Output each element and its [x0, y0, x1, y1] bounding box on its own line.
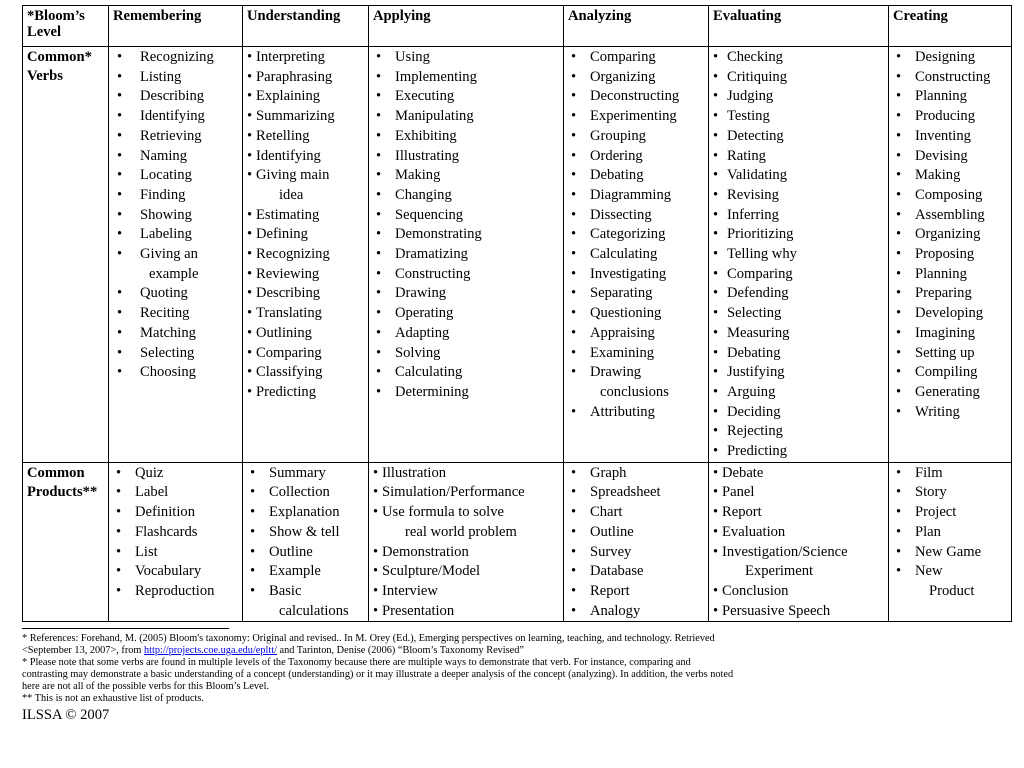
- footnote-verbs-note-line1: * Please note that some verbs are found in multiple levels of the Taxonomy because there are multiple ways to demonstrate that verb. For instance, comparing and: [22, 657, 691, 669]
- list-item: • Revising: [713, 186, 885, 206]
- list-item: • Dissecting: [568, 206, 705, 226]
- footnote-reference-second: and Tarinton, Denise (2006) “Bloom’s Taxonomy Revised”: [276, 645, 524, 657]
- list-item: • Attributing: [568, 403, 705, 423]
- list-item: • Generating: [893, 383, 1008, 403]
- list-item: • List: [113, 543, 239, 563]
- footnote-reference-line1: * References: Forehand, M. (2005) Bloom's taxonomy: Original and revised.. In M. Orey (Ed.), Emerging perspectives on learning, teaching, and technology. Retrieved: [22, 633, 715, 644]
- list-item: • Matching: [113, 324, 239, 344]
- list-item: • Making: [373, 166, 560, 186]
- verbs-understanding-cell: [243, 47, 369, 463]
- list-item: • Using: [373, 48, 560, 68]
- footnote-reference-line2: [22, 645, 1011, 657]
- list-item: • Dramatizing: [373, 245, 560, 265]
- list-item: • Inferring: [713, 206, 885, 226]
- list-item: • Describing: [113, 87, 239, 107]
- list-item: • Judging: [713, 87, 885, 107]
- verbs-row: [23, 47, 1012, 463]
- list-item: • Interpreting: [247, 48, 365, 68]
- list-item: • Explanation: [247, 503, 365, 523]
- header-understanding: Understanding: [243, 6, 369, 47]
- list-item: • Paraphrasing: [247, 68, 365, 88]
- list-item: • Prioritizing: [713, 225, 885, 245]
- list-item-continuation: example: [149, 265, 199, 282]
- list-item: • Separating: [568, 284, 705, 304]
- list-item: • Examining: [568, 344, 705, 364]
- list-item: • Basic: [247, 582, 365, 602]
- list-item: • Implementing: [373, 68, 560, 88]
- header-level: *Bloom’s Level: [23, 6, 109, 47]
- list-item-continuation: Experiment: [745, 563, 814, 580]
- header-creating: Creating: [889, 6, 1012, 47]
- list-item: • Justifying: [713, 363, 885, 383]
- list-item: • Operating: [373, 304, 560, 324]
- products-row-label: Common Products**: [23, 462, 109, 622]
- list-item: • Graph: [568, 464, 705, 484]
- header-applying: Applying: [369, 6, 564, 47]
- list-item: • Drawing: [568, 363, 705, 383]
- list-item: • Rejecting: [713, 422, 885, 442]
- list-item: • Vocabulary: [113, 562, 239, 582]
- list-item: • Telling why: [713, 245, 885, 265]
- verbs-evaluating-cell: [709, 47, 889, 463]
- list-item: • Conclusion: [713, 582, 885, 602]
- list-item: • Defending: [713, 284, 885, 304]
- list-item: • Exhibiting: [373, 127, 560, 147]
- list-item: • Detecting: [713, 127, 885, 147]
- list-item: • Sequencing: [373, 206, 560, 226]
- list-item: • Determining: [373, 383, 560, 403]
- products-remembering-cell: [109, 462, 243, 622]
- verbs-analyzing-cell: [564, 47, 709, 463]
- verbs-creating-cell: [889, 47, 1012, 463]
- list-item: • Defining: [247, 225, 365, 245]
- list-item: • Manipulating: [373, 107, 560, 127]
- list-item: • Giving main: [247, 166, 365, 186]
- list-item: • Predicting: [713, 442, 885, 462]
- reference-link[interactable]: http://projects.coe.uga.edu/epltt/: [144, 645, 277, 657]
- list-item: • Quoting: [113, 284, 239, 304]
- list-item: • Grouping: [568, 127, 705, 147]
- list-item: • Debating: [568, 166, 705, 186]
- list-item: • Choosing: [113, 363, 239, 383]
- header-remembering: Remembering: [109, 6, 243, 47]
- list-item: • Debating: [713, 344, 885, 364]
- list-item: • Report: [713, 503, 885, 523]
- list-item: • Drawing: [373, 284, 560, 304]
- list-item: • Classifying: [247, 363, 365, 383]
- verbs-applying-cell: [369, 47, 564, 463]
- list-item: • Retelling: [247, 127, 365, 147]
- list-item: • Translating: [247, 304, 365, 324]
- list-item: • Setting up: [893, 344, 1008, 364]
- header-evaluating: Evaluating: [709, 6, 889, 47]
- footnote-reference-date: <September 13, 2007>, from: [22, 645, 144, 657]
- list-item: • Project: [893, 503, 1008, 523]
- list-item: • Finding: [113, 186, 239, 206]
- list-item: • Composing: [893, 186, 1008, 206]
- products-analyzing-cell: [564, 462, 709, 622]
- products-evaluating-cell: [709, 462, 889, 622]
- footnotes: [22, 628, 1011, 723]
- list-item: • Selecting: [113, 344, 239, 364]
- header-analyzing: Analyzing: [564, 6, 709, 47]
- list-item-continuation: Product: [929, 582, 975, 599]
- list-item: • Measuring: [713, 324, 885, 344]
- list-item: • Calculating: [373, 363, 560, 383]
- list-item: • Experimenting: [568, 107, 705, 127]
- list-item: • Testing: [713, 107, 885, 127]
- list-item: • Analogy: [568, 602, 705, 622]
- list-item: • Listing: [113, 68, 239, 88]
- list-item: • Constructing: [893, 68, 1008, 88]
- list-item: • Validating: [713, 166, 885, 186]
- list-item: • Story: [893, 483, 1008, 503]
- list-item: • Investigating: [568, 265, 705, 285]
- header-row: [23, 6, 1012, 47]
- list-item-continuation: idea: [279, 186, 304, 203]
- list-item: • Showing: [113, 206, 239, 226]
- list-item: • Producing: [893, 107, 1008, 127]
- list-item: • Adapting: [373, 324, 560, 344]
- list-item: • Giving an: [113, 245, 239, 265]
- list-item: • Illustrating: [373, 147, 560, 167]
- list-item: • Predicting: [247, 383, 365, 403]
- list-item: • Describing: [247, 284, 365, 304]
- list-item: • Organizing: [893, 225, 1008, 245]
- blooms-taxonomy-table: [22, 5, 1012, 622]
- list-item: • Label: [113, 483, 239, 503]
- list-item: • Reciting: [113, 304, 239, 324]
- list-item: • Demonstrating: [373, 225, 560, 245]
- list-item: • Use formula to solve: [373, 503, 560, 523]
- products-applying-cell: [369, 462, 564, 622]
- list-item: • Rating: [713, 147, 885, 167]
- list-item: • Persuasive Speech: [713, 602, 885, 622]
- list-item: • Devising: [893, 147, 1008, 167]
- list-item: • Compiling: [893, 363, 1008, 383]
- list-item: • Estimating: [247, 206, 365, 226]
- list-item: • Reviewing: [247, 265, 365, 285]
- list-item: • Identifying: [247, 147, 365, 167]
- list-item: • Ordering: [568, 147, 705, 167]
- list-item: • Critiquing: [713, 68, 885, 88]
- list-item: • Diagramming: [568, 186, 705, 206]
- list-item: • Organizing: [568, 68, 705, 88]
- products-row: [23, 462, 1012, 622]
- verbs-row-label: Common* Verbs: [23, 47, 109, 463]
- list-item: • Selecting: [713, 304, 885, 324]
- list-item: • Outline: [247, 543, 365, 563]
- list-item: • Questioning: [568, 304, 705, 324]
- list-item: • Assembling: [893, 206, 1008, 226]
- list-item: • Chart: [568, 503, 705, 523]
- footnote-products-note: ** This is not an exhaustive list of products.: [22, 693, 204, 705]
- list-item: • Outlining: [247, 324, 365, 344]
- list-item: • Explaining: [247, 87, 365, 107]
- list-item: • Categorizing: [568, 225, 705, 245]
- products-creating-cell: [889, 462, 1012, 622]
- list-item: • Deciding: [713, 403, 885, 423]
- list-item: • Comparing: [713, 265, 885, 285]
- list-item: • Interview: [373, 582, 560, 602]
- list-item-continuation: calculations: [279, 602, 349, 619]
- list-item: • Arguing: [713, 383, 885, 403]
- list-item: • Panel: [713, 483, 885, 503]
- list-item: • Inventing: [893, 127, 1008, 147]
- list-item: • Identifying: [113, 107, 239, 127]
- list-item: • Collection: [247, 483, 365, 503]
- list-item: • Outline: [568, 523, 705, 543]
- list-item-continuation: real world problem: [405, 523, 517, 540]
- list-item: • Labeling: [113, 225, 239, 245]
- list-item: • Comparing: [247, 344, 365, 364]
- list-item: • Proposing: [893, 245, 1008, 265]
- list-item: • Evaluation: [713, 523, 885, 543]
- list-item: • Flashcards: [113, 523, 239, 543]
- list-item: • Reproduction: [113, 582, 239, 602]
- list-item: • Naming: [113, 147, 239, 167]
- list-item: • Survey: [568, 543, 705, 563]
- list-item: • Show & tell: [247, 523, 365, 543]
- products-understanding-cell: [243, 462, 369, 622]
- list-item: • Deconstructing: [568, 87, 705, 107]
- footnote-verbs-note-line3: here are not all of the possible verbs for this Bloom’s Level.: [22, 681, 270, 693]
- list-item: • Demonstration: [373, 543, 560, 563]
- list-item: • Developing: [893, 304, 1008, 324]
- list-item: • Example: [247, 562, 365, 582]
- list-item: • Debate: [713, 464, 885, 484]
- list-item: • Checking: [713, 48, 885, 68]
- list-item: • Summary: [247, 464, 365, 484]
- list-item: • Database: [568, 562, 705, 582]
- list-item: • New Game: [893, 543, 1008, 563]
- list-item: • Appraising: [568, 324, 705, 344]
- list-item: • Investigation/Science: [713, 543, 885, 563]
- list-item: • Designing: [893, 48, 1008, 68]
- list-item: • Spreadsheet: [568, 483, 705, 503]
- list-item: • Illustration: [373, 464, 560, 484]
- list-item: • Sculpture/Model: [373, 562, 560, 582]
- list-item: • Quiz: [113, 464, 239, 484]
- list-item: • Presentation: [373, 602, 560, 622]
- list-item-continuation: conclusions: [600, 383, 669, 400]
- list-item: • Comparing: [568, 48, 705, 68]
- verbs-remembering-cell: [109, 47, 243, 463]
- list-item: • Plan: [893, 523, 1008, 543]
- list-item: • Preparing: [893, 284, 1008, 304]
- list-item: • Changing: [373, 186, 560, 206]
- list-item: • Film: [893, 464, 1008, 484]
- list-item: • Recognizing: [113, 48, 239, 68]
- list-item: • Executing: [373, 87, 560, 107]
- list-item: • Constructing: [373, 265, 560, 285]
- footnote-divider: [22, 628, 229, 629]
- list-item: • Imagining: [893, 324, 1008, 344]
- list-item: • Report: [568, 582, 705, 602]
- list-item: • Writing: [893, 403, 1008, 423]
- list-item: • Calculating: [568, 245, 705, 265]
- copyright: ILSSA © 2007: [22, 706, 110, 723]
- list-item: • New: [893, 562, 1008, 582]
- list-item: • Simulation/Performance: [373, 483, 560, 503]
- list-item: • Definition: [113, 503, 239, 523]
- list-item: • Locating: [113, 166, 239, 186]
- list-item: • Solving: [373, 344, 560, 364]
- list-item: • Summarizing: [247, 107, 365, 127]
- list-item: • Recognizing: [247, 245, 365, 265]
- footnote-verbs-note-line2: contrasting may demonstrate a basic understanding of a concept (understanding) or it may illustrate a deeper analysis of the concept (analyzing). In addition, the verbs noted: [22, 669, 734, 681]
- list-item: • Planning: [893, 265, 1008, 285]
- list-item: • Planning: [893, 87, 1008, 107]
- list-item: • Making: [893, 166, 1008, 186]
- list-item: • Retrieving: [113, 127, 239, 147]
